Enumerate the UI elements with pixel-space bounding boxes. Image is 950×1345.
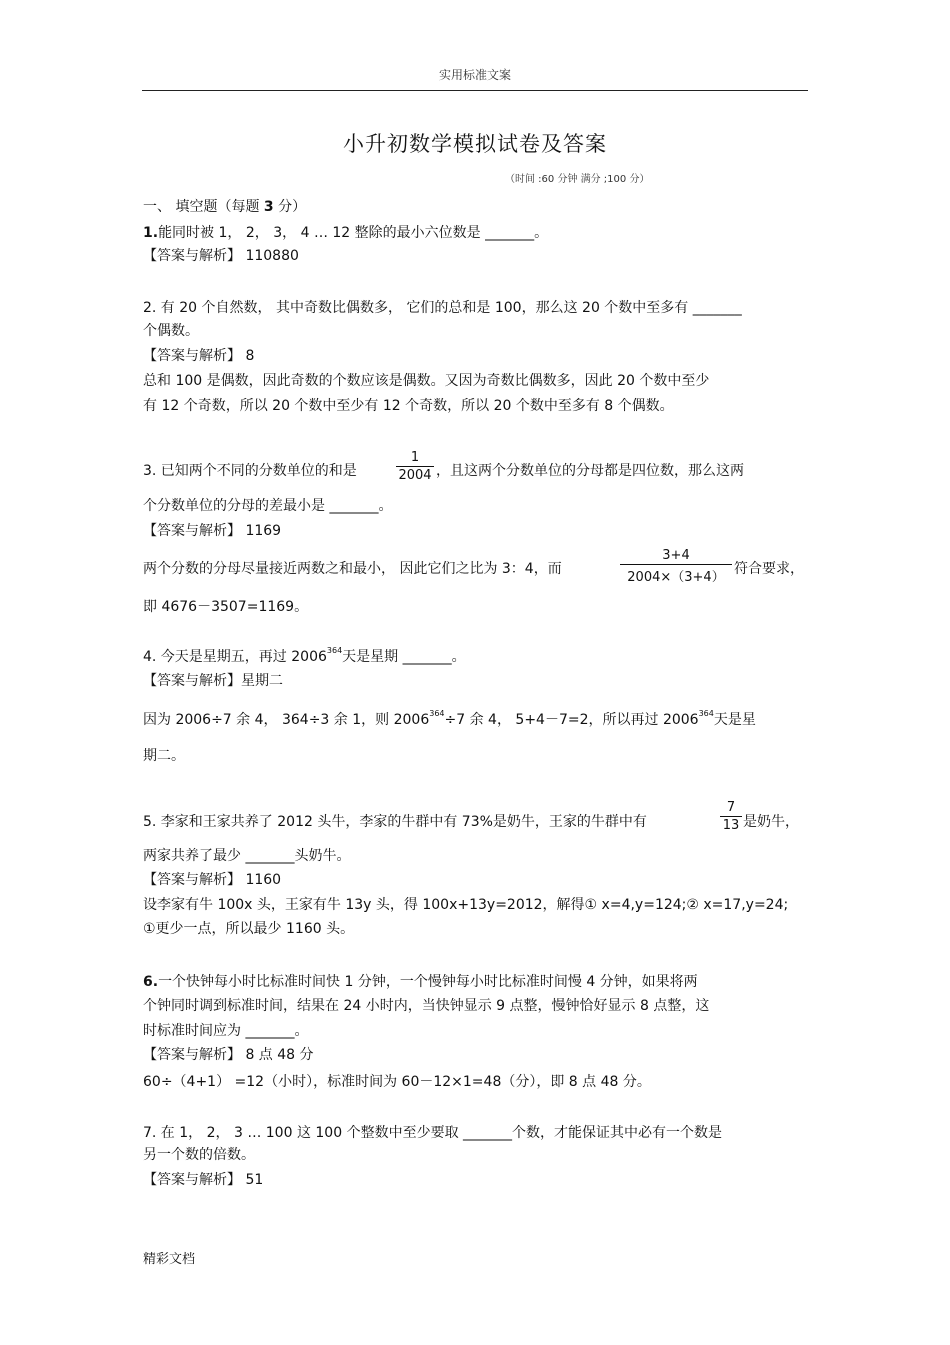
question-3-line2: 个分数单位的分母的差最小是 _______。 — [143, 498, 393, 514]
q7-answer — [143, 1169, 263, 1189]
q5-fraction-denominator: 13 — [722, 818, 740, 833]
header-rule — [142, 90, 808, 91]
question-5-pre: 5. 李家和王家共养了 2012 头牛，李家的牛群中有 73%是奶牛，王家的牛群中有 — [143, 814, 647, 830]
question-2-line1: 2. 有 20 个自然数， 其中奇数比偶数多， 它们的总和是 100，那么这 20 个数中至多有 _______ — [143, 300, 742, 316]
q5-fraction — [720, 800, 742, 833]
q1-text: 能同时被 1， 2， 3， 4 … 12 整除的最小六位数是 _______。 — [158, 225, 549, 241]
section-points: 3 — [263, 199, 274, 215]
answer-tag: 【答案与解析】 — [143, 248, 241, 264]
answer-tag: 【答案与解析】 — [143, 523, 241, 539]
q6-answer — [143, 1044, 314, 1064]
q3-answer — [143, 520, 281, 540]
question-5-line2: 两家共养了最少 _______头奶牛。 — [143, 848, 351, 864]
page-title: 小升初数学模拟试卷及答案 — [343, 132, 607, 156]
question-5-post: 是奶牛， — [743, 814, 799, 830]
q5-explanation-line2: ①更少一点，所以最少 1160 头。 — [143, 921, 355, 937]
q3-answer-value: 1169 — [245, 523, 282, 539]
question-1 — [143, 222, 548, 242]
q4-text-pre: 4. 今天是星期五，再过 2006 — [143, 649, 327, 665]
q5-explanation-line1: 设李家有牛 100x 头，王家有牛 13y 头，得 100x+13y=2012，解得① x=4,y=124;② x=17,y=24; — [143, 897, 789, 913]
q7-answer-value: 51 — [245, 1172, 264, 1188]
q6-text-line1: 一个快钟每小时比标准时间快 1 分钟，一个慢钟每小时比标准时间慢 4 分钟，如果将两 — [158, 974, 698, 990]
q1-answer-value: 110880 — [245, 248, 299, 264]
answer-tag: 【答案与解析】 — [143, 348, 241, 364]
section-heading — [143, 196, 306, 216]
q4-exp-sup2: 364 — [698, 709, 714, 719]
q5-answer — [143, 869, 281, 889]
q6-answer-value: 8 点 48 分 — [245, 1047, 314, 1063]
page-header: 实用标准文案 — [438, 68, 511, 82]
question-6-line1 — [143, 971, 698, 991]
question-2-line2: 个偶数。 — [143, 323, 199, 339]
question-4 — [143, 646, 466, 666]
q4-text-post: 天是星期 _______。 — [342, 649, 466, 665]
q1-number: 1. — [143, 225, 159, 241]
answer-tag: 【答案与解析】 — [143, 1047, 241, 1063]
q2-explanation-line2: 有 12 个奇数，所以 20 个数中至少有 12 个奇数，所以 20 个数中至多有 8 个偶数。 — [143, 398, 674, 414]
q3-exp-fraction-numerator: 3+4 — [620, 548, 732, 565]
q4-exp-a: 因为 2006÷7 余 4， 364÷3 余 1，则 2006 — [143, 712, 430, 728]
q2-answer — [143, 345, 254, 365]
q4-exp-b: ÷7 余 4， 5+4－7=2，所以再过 2006 — [444, 712, 699, 728]
q3-explanation-fraction — [620, 548, 732, 585]
q3-fraction — [396, 450, 434, 483]
q2-answer-value: 8 — [245, 348, 255, 364]
q5-answer-value: 1160 — [245, 872, 282, 888]
q1-answer — [143, 245, 299, 265]
question-3-pre: 3. 已知两个不同的分数单位的和是 — [143, 463, 357, 479]
q5-fraction-numerator: 7 — [720, 800, 742, 817]
q3-exp-fraction-denominator: 2004×（3+4） — [627, 570, 725, 585]
question-3-post: ，且这两个分数单位的分母都是四位数，那么这两 — [436, 463, 744, 479]
q6-explanation-line1: 60÷（4+1） =12（小时），标准时间为 60－12×1=48（分），即 8 点 48 分。 — [143, 1074, 651, 1090]
q6-number: 6. — [143, 974, 159, 990]
question-7-line2: 另一个数的倍数。 — [143, 1147, 255, 1163]
q4-exponent: 364 — [326, 646, 343, 656]
q4-answer — [143, 670, 283, 690]
q3-explanation-post: 符合要求， — [734, 561, 804, 577]
question-6-line3: 时标准时间应为 _______。 — [143, 1023, 309, 1039]
q3-explanation-pre: 两个分数的分母尽量接近两数之和最小， 因此它们之比为 3：4，而 — [143, 561, 562, 577]
answer-tag: 【答案与解析】 — [143, 1172, 241, 1188]
exam-subtitle: （时间 :60 分钟 满分 ;100 分） — [505, 174, 650, 185]
q2-explanation-line1: 总和 100 是偶数，因此奇数的个数应该是偶数。又因为奇数比偶数多，因此 20 个数中至少 — [143, 373, 710, 389]
answer-tag: 【答案与解析】 — [143, 872, 241, 888]
section-unit: 分） — [278, 199, 307, 215]
page-footer: 精彩文档 — [143, 1252, 196, 1267]
section-label: 一、 填空题（每题 — [143, 199, 260, 215]
q4-exp-sup1: 364 — [429, 709, 445, 719]
q4-exp-c: 天是星 — [713, 712, 756, 728]
q3-fraction-numerator: 1 — [396, 450, 434, 467]
q3-explanation-line2: 即 4676－3507=1169。 — [143, 599, 309, 615]
question-7-line1: 7. 在 1， 2， 3 … 100 这 100 个整数中至少要取 _______个数，才能保证其中必有一个数是 — [143, 1125, 723, 1141]
q4-explanation-line1 — [143, 709, 756, 729]
answer-tag: 【答案与解析】 — [143, 673, 241, 689]
q3-fraction-denominator: 2004 — [398, 468, 432, 483]
q4-explanation-line2: 期二。 — [143, 748, 185, 764]
q4-answer-value: 星期二 — [241, 673, 283, 689]
question-6-line2: 个钟同时调到标准时间，结果在 24 小时内，当快钟显示 9 点整，慢钟恰好显示 8 点整，这 — [143, 998, 710, 1014]
